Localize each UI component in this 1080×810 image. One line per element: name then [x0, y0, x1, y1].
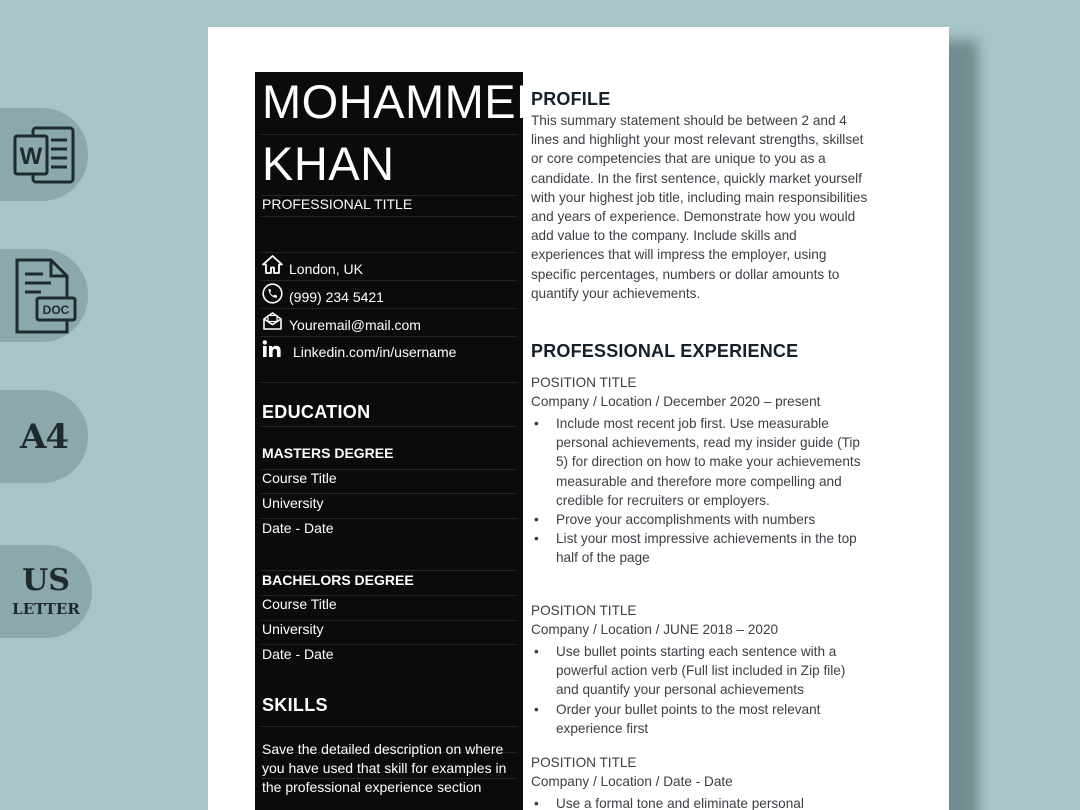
contact-linkedin: Linkedin.com/in/username	[293, 344, 457, 360]
position-meta: Company / Location / JUNE 2018 – 2020	[531, 622, 779, 637]
position-title: POSITION TITLE	[531, 603, 637, 618]
divider	[261, 426, 517, 427]
resume-page	[208, 27, 949, 810]
first-name: MOHAMMED	[262, 75, 551, 128]
contact-email: Youremail@mail.com	[289, 317, 421, 333]
divider	[261, 726, 517, 727]
education-dates: Date - Date	[262, 646, 334, 662]
experience-bullet: • Use bullet points starting each sentence with a powerful action verb (Full list included in Zip file) and quantify your personal achievements	[531, 642, 871, 700]
divider	[261, 134, 517, 135]
email-icon	[262, 311, 283, 335]
divider	[261, 518, 517, 519]
linkedin-icon	[262, 340, 282, 363]
letter-label: LETTER	[12, 600, 80, 618]
education-degree: MASTERS DEGREE	[262, 445, 394, 461]
experience-bullets	[531, 414, 871, 568]
doc-icon-label: DOC	[42, 302, 70, 317]
experience-bullet: • Prove your accomplishments with numbers	[531, 510, 871, 529]
position-title: POSITION TITLE	[531, 755, 637, 770]
contact-location: London, UK	[289, 261, 363, 277]
position-meta: Company / Location / Date - Date	[531, 774, 733, 789]
a4-label: A4	[19, 416, 69, 457]
phone-icon	[262, 283, 283, 309]
divider	[261, 280, 517, 281]
resume-sidebar	[255, 72, 551, 810]
education-course: Course Title	[262, 470, 337, 486]
divider	[261, 336, 517, 337]
skills-heading: SKILLS	[262, 695, 328, 715]
contact-phone: (999) 234 5421	[289, 289, 384, 305]
experience-bullets	[531, 642, 871, 738]
word-icon	[11, 122, 77, 188]
experience-bullet: • Use a formal tone and eliminate personal	[531, 794, 871, 810]
a4-size-badge	[0, 390, 88, 483]
us-letter-size-badge	[0, 545, 92, 638]
divider	[261, 570, 517, 571]
education-dates: Date - Date	[262, 520, 334, 536]
profile-heading: PROFILE	[531, 89, 611, 109]
svg-text:W: W	[19, 142, 43, 170]
education-course: Course Title	[262, 596, 337, 612]
divider	[261, 493, 517, 494]
word-format-badge	[0, 108, 88, 201]
experience-bullets	[531, 794, 871, 810]
home-icon	[262, 255, 283, 279]
skills-text: Save the detailed description on where you have used that skill for examples in the professional experience section	[262, 741, 507, 795]
us-label: US	[22, 563, 70, 598]
education-university: University	[262, 495, 324, 511]
experience-bullet: • Include most recent job first. Use measurable personal achievements, read my insider guide (Tip 5) for direction on how to make your achievements measurable and therefore more compelling and credible for recruiters or employers.	[531, 414, 871, 510]
divider	[261, 308, 517, 309]
experience-bullet: • Order your bullet points to the most relevant experience first	[531, 700, 871, 738]
professional-title: PROFESSIONAL TITLE	[262, 196, 413, 212]
position-title: POSITION TITLE	[531, 375, 637, 390]
divider	[261, 382, 517, 383]
education-degree: BACHELORS DEGREE	[262, 572, 414, 588]
doc-format-badge	[0, 249, 88, 342]
divider	[261, 252, 517, 253]
position-meta: Company / Location / December 2020 – present	[531, 394, 821, 409]
education-heading: EDUCATION	[262, 402, 371, 422]
education-university: University	[262, 621, 324, 637]
divider	[261, 644, 517, 645]
experience-heading: PROFESSIONAL EXPERIENCE	[531, 341, 799, 361]
divider	[261, 216, 517, 217]
experience-bullet: • List your most impressive achievements in the top half of the page	[531, 529, 871, 567]
doc-file-icon	[11, 256, 77, 336]
profile-text: This summary statement should be between 2 and 4 lines and highlight your most relevant strengths, skillset or core competencies that are unique to you as a candidate. In the first sentence, quickly market yourself with your highest job title, including main responsibilities and years of experience. Demonstrate how you would add value to the company. Include skills and experiences that will impress the employer, using specific percentages, numbers or dollar amounts to quantify your achievements.	[531, 113, 868, 301]
last-name: KHAN	[262, 137, 395, 190]
